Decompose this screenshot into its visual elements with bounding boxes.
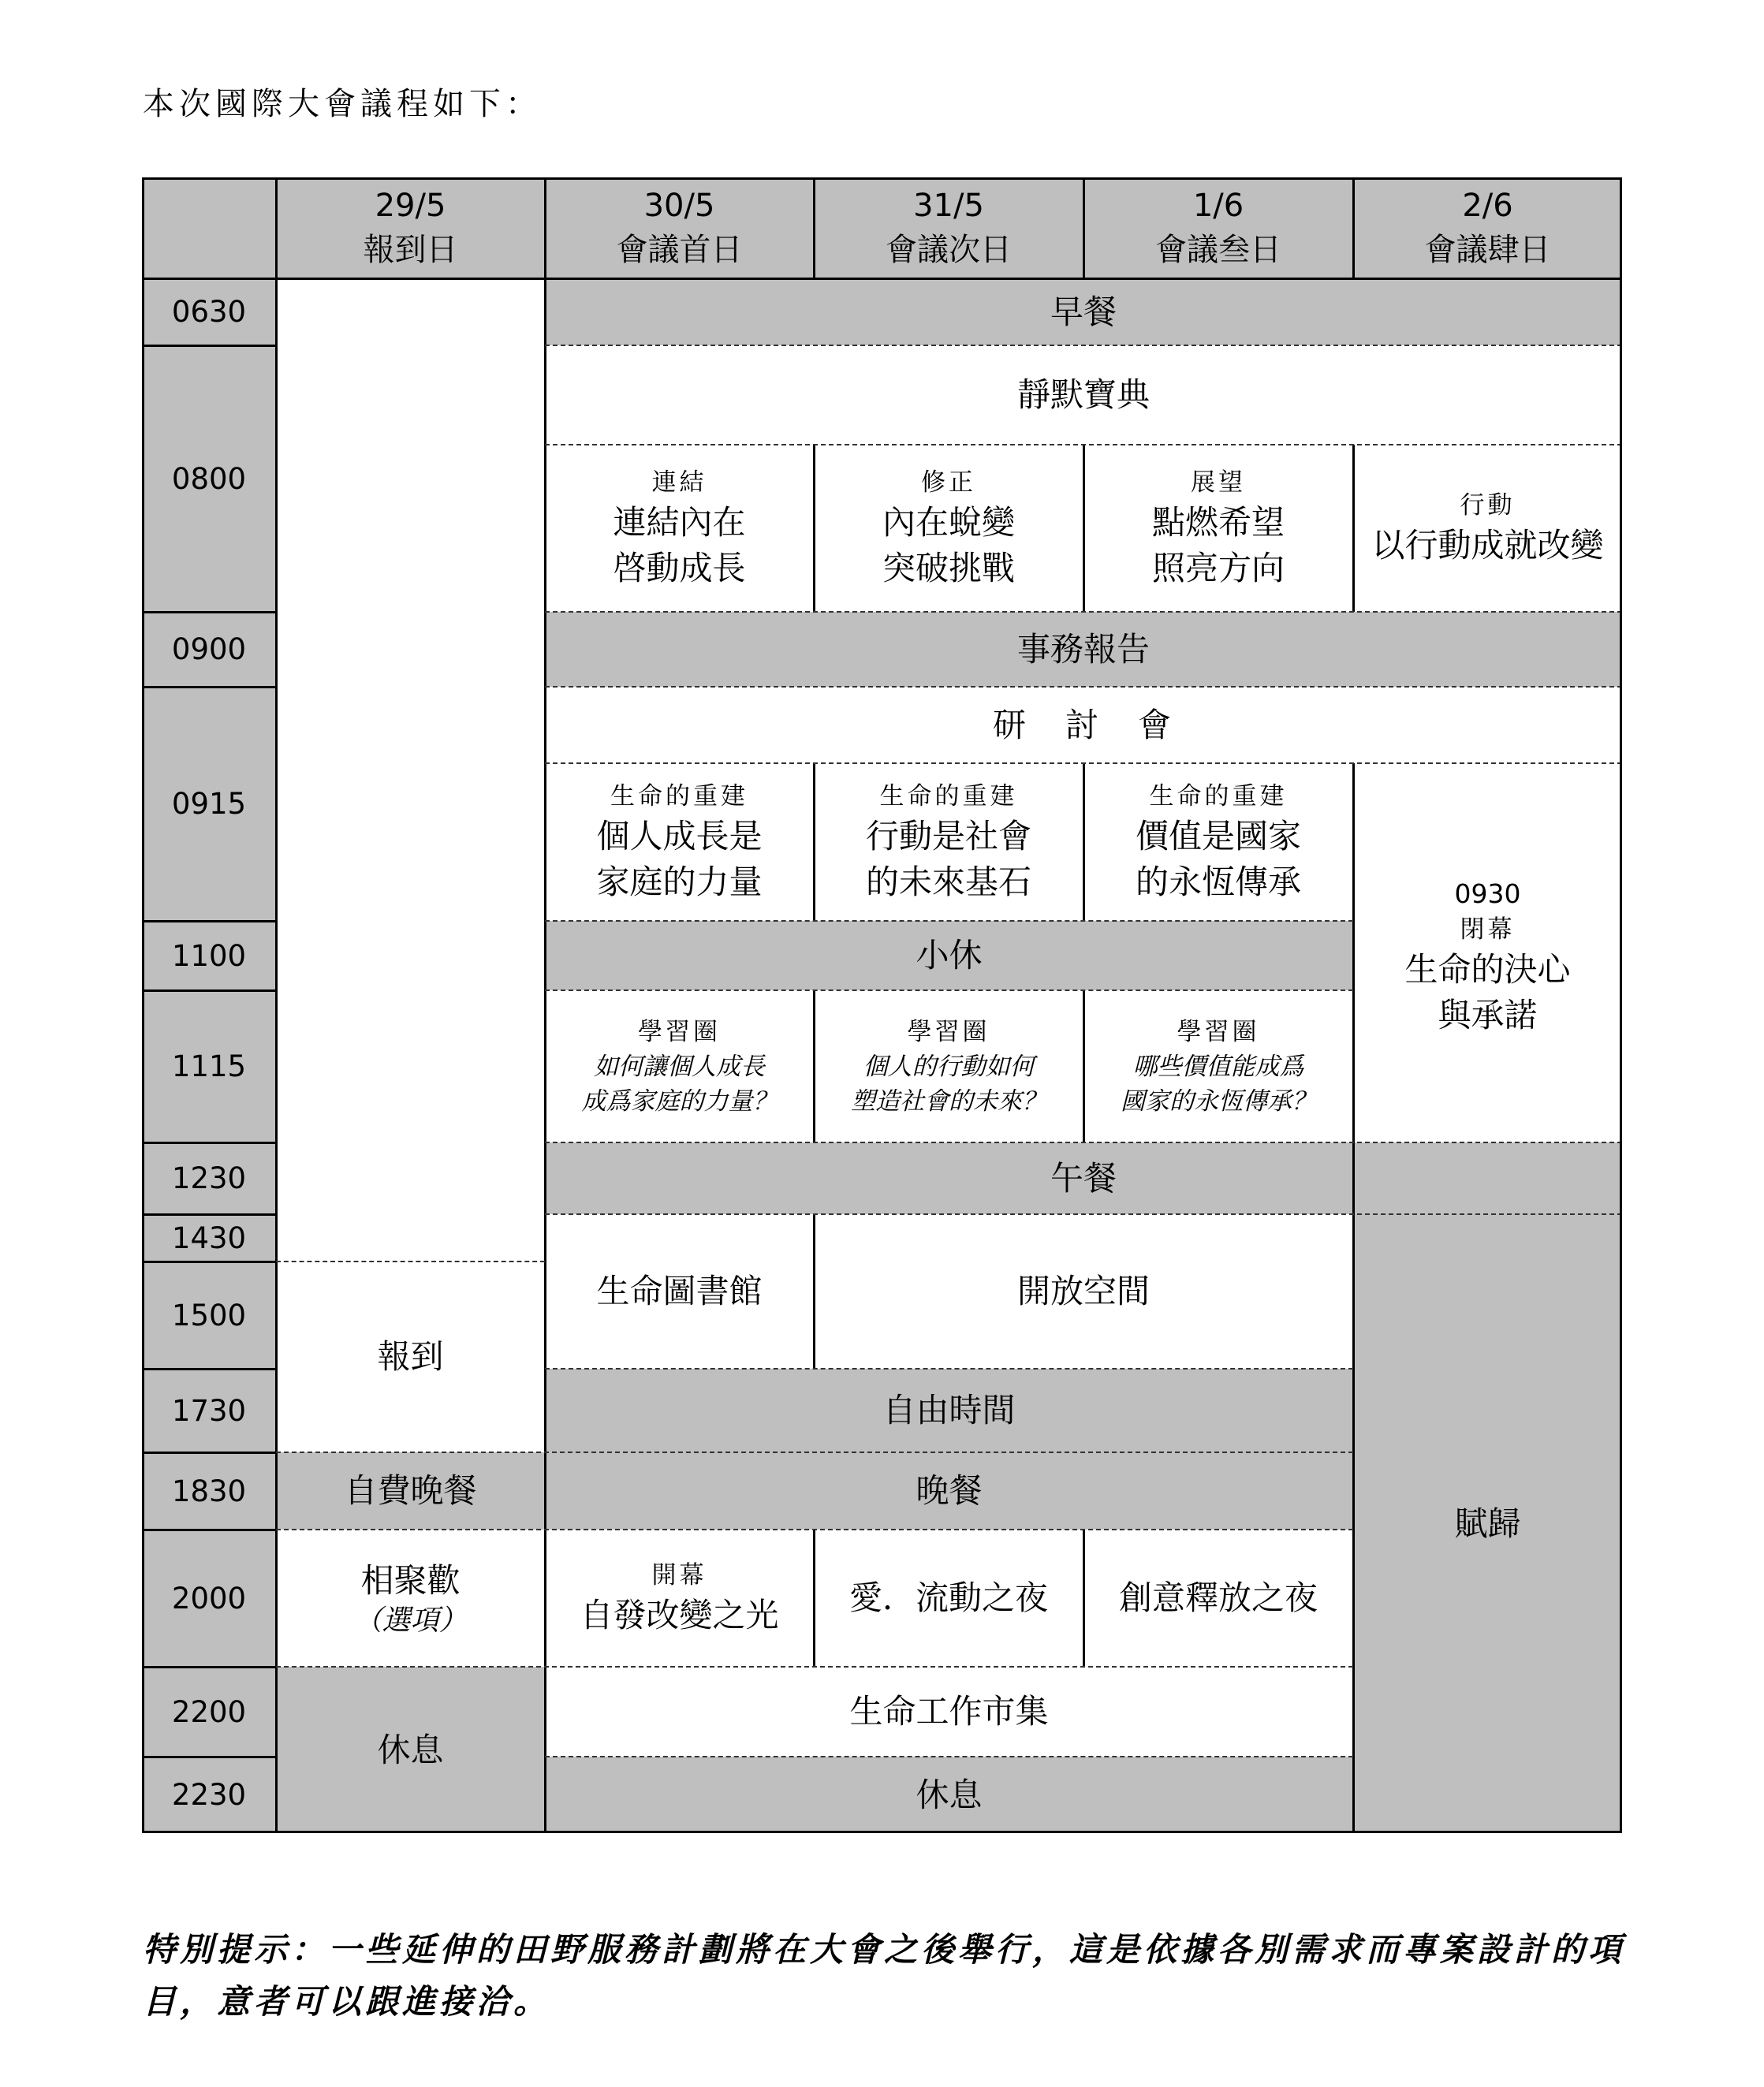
special-note: 特別提示：一些延伸的田野服務計劃將在大會之後舉行，這是依據各別需求而專案設計的項目，意者可以跟進接洽。 — [143, 1930, 1626, 2021]
time-label: 0630 — [142, 278, 276, 345]
seminar-line: 價值是國家 — [1135, 817, 1301, 855]
circle-1 — [545, 990, 814, 1142]
schedule-table — [142, 177, 1622, 1833]
grid-line — [545, 1368, 1353, 1370]
self-dinner-cell: 自費晚餐 — [276, 1452, 545, 1530]
open-space-cell: 開放空間 — [1016, 1272, 1150, 1310]
gathering-optional: （選項） — [353, 1604, 468, 1637]
theme-line: 點燃希望 — [1151, 503, 1285, 542]
day-name: 會議肆日 — [1424, 232, 1551, 268]
grid-line — [142, 686, 276, 688]
return-cell: 賦歸 — [1353, 1214, 1622, 1833]
day-date: 29/5 — [375, 188, 446, 224]
gathering-title: 相聚歡 — [360, 1561, 461, 1600]
grid-line — [545, 1756, 1353, 1757]
theme-line: 突破挑戰 — [882, 549, 1015, 587]
day-name: 報到日 — [363, 232, 458, 268]
circle-line: 塑造社會的未來？ — [851, 1086, 1046, 1116]
grid-line — [545, 1213, 1622, 1215]
day-date: 2/6 — [1462, 188, 1513, 224]
grid-line — [142, 278, 1622, 280]
grid-line — [142, 920, 276, 922]
grid-line — [276, 1666, 1353, 1668]
seminar-1 — [545, 763, 814, 921]
header-day-1 — [545, 177, 814, 278]
day-name: 會議叁日 — [1155, 232, 1281, 268]
time-label: 1115 — [142, 990, 276, 1142]
grid-line — [1083, 177, 1085, 278]
theme-line: 以行動成就改變 — [1371, 526, 1604, 565]
grid-line — [1083, 990, 1085, 1142]
day-date: 1/6 — [1192, 188, 1244, 224]
dinner-row: 晚餐 — [545, 1452, 1353, 1530]
grid-line — [813, 763, 815, 921]
grid-line — [142, 611, 276, 613]
seminar-line: 的未來基石 — [865, 863, 1031, 901]
seminar-line: 個人成長是 — [596, 817, 763, 855]
seminar-2 — [814, 763, 1083, 921]
time-label: 2200 — [142, 1667, 276, 1757]
closing-line: 生命的決心 — [1404, 949, 1571, 989]
time-label: 0800 — [142, 345, 276, 612]
theme-tag: 行動 — [1460, 491, 1516, 520]
time-label: 0900 — [142, 612, 276, 687]
free-time-row: 自由時間 — [545, 1369, 1353, 1452]
grid-line — [142, 1452, 276, 1454]
theme-tag: 修正 — [921, 468, 976, 497]
night-3: 創意釋放之夜 — [1118, 1578, 1318, 1617]
closing-time: 0930 — [1454, 878, 1521, 909]
circle-line: 如何讓個人成長 — [594, 1052, 765, 1081]
grid-line — [142, 1368, 276, 1370]
grid-line — [276, 1261, 545, 1262]
theme-day2 — [814, 445, 1083, 612]
grid-line — [545, 920, 1353, 922]
circle-line: 國家的永恆傳承？ — [1121, 1086, 1316, 1116]
grid-line — [813, 1530, 815, 1667]
time-label: 2000 — [142, 1530, 276, 1667]
grid-line — [545, 989, 1353, 991]
grid-line — [545, 611, 1622, 613]
grid-line — [142, 989, 276, 992]
grid-line — [142, 1142, 276, 1144]
grid-line — [813, 990, 815, 1142]
closing-line: 與承諾 — [1438, 995, 1538, 1034]
time-label: 0915 — [142, 687, 276, 921]
circle-tag: 學習圈 — [1177, 1017, 1260, 1046]
seminar-line: 家庭的力量 — [596, 863, 763, 901]
circle-3 — [1083, 990, 1353, 1142]
grid-line — [813, 177, 815, 278]
opening-line: 自發改變之光 — [580, 1596, 779, 1634]
theme-day3 — [1083, 445, 1353, 612]
grid-line — [275, 177, 278, 1833]
affairs-row: 事務報告 — [545, 612, 1622, 687]
theme-day4 — [1353, 445, 1622, 612]
day-name: 會議首日 — [616, 232, 743, 268]
day-date: 31/5 — [913, 188, 984, 224]
grid-line — [544, 177, 546, 1833]
header-day-2 — [814, 177, 1083, 278]
grid-line — [545, 444, 1622, 445]
grid-line — [1083, 445, 1085, 612]
seminar-3 — [1083, 763, 1353, 921]
rest-row: 休息 — [545, 1757, 1353, 1833]
theme-line: 連結內在 — [613, 503, 746, 542]
grid-line — [142, 345, 276, 347]
header-day-3 — [1083, 177, 1353, 278]
header-day-4 — [1353, 177, 1622, 278]
grid-line — [142, 1529, 276, 1531]
grid-line — [1352, 177, 1355, 278]
grid-line — [545, 1142, 1622, 1143]
seminar-tag: 生命的重建 — [879, 782, 1018, 811]
closing-cell — [1353, 763, 1622, 1142]
grid-line — [142, 1756, 276, 1758]
seminar-line: 行動是社會 — [865, 817, 1031, 855]
circle-2 — [814, 990, 1083, 1142]
grid-line — [813, 1214, 815, 1369]
time-label: 1730 — [142, 1369, 276, 1452]
registration-cell: 報到 — [377, 1337, 444, 1376]
night-2: 愛．流動之夜 — [848, 1578, 1048, 1617]
theme-tag: 連結 — [651, 468, 707, 497]
market-row: 生命工作市集 — [849, 1692, 1049, 1731]
grid-line — [142, 1666, 276, 1668]
time-label: 1100 — [142, 921, 276, 990]
theme-line: 啓動成長 — [613, 549, 746, 587]
time-label: 1500 — [142, 1262, 276, 1369]
opening-tag: 開幕 — [651, 1561, 707, 1589]
grid-line — [545, 762, 1622, 764]
grid-line — [276, 1452, 1353, 1453]
gathering-cell — [276, 1530, 545, 1667]
grid-line — [545, 686, 1622, 688]
theme-line: 內在蛻變 — [882, 503, 1015, 542]
intro-text: 本次國際大會議程如下： — [143, 86, 542, 122]
time-label: 1830 — [142, 1452, 276, 1530]
opening-night — [545, 1530, 814, 1667]
circle-tag: 學習圈 — [638, 1017, 721, 1046]
grid-line — [1352, 763, 1355, 1833]
day-date: 30/5 — [643, 188, 715, 224]
time-label: 1230 — [142, 1142, 276, 1214]
circle-line: 個人的行動如何 — [863, 1052, 1035, 1081]
grid-line — [1083, 763, 1085, 921]
library-cell: 生命圖書館 — [596, 1272, 763, 1310]
seminar-row: 研 討 會 — [992, 705, 1174, 744]
lunch-row: 午餐 — [545, 1142, 1622, 1214]
break-row: 小休 — [545, 921, 1353, 990]
grid-line — [1083, 1530, 1085, 1667]
header-day-0 — [276, 177, 545, 278]
circle-tag: 學習圈 — [907, 1017, 990, 1046]
theme-tag: 展望 — [1191, 468, 1246, 497]
header-corner — [142, 177, 276, 278]
rest-day0-cell: 休息 — [276, 1667, 545, 1833]
circle-line: 成爲家庭的力量？ — [581, 1086, 778, 1116]
time-label: 2230 — [142, 1757, 276, 1833]
seminar-line: 的永恆傳承 — [1135, 863, 1301, 901]
theme-line: 照亮方向 — [1151, 549, 1285, 587]
circle-line: 哪些價值能成爲 — [1132, 1052, 1304, 1081]
day-name: 會議次日 — [886, 232, 1012, 268]
grid-line — [545, 345, 1622, 346]
closing-tag: 閉幕 — [1460, 915, 1516, 944]
grid-line — [276, 1529, 1353, 1530]
seminar-tag: 生命的重建 — [610, 782, 748, 811]
grid-line — [142, 1213, 276, 1216]
meditation-row: 靜默寶典 — [1016, 375, 1150, 414]
grid-line — [813, 445, 815, 612]
seminar-tag: 生命的重建 — [1149, 782, 1288, 811]
grid-line — [1352, 445, 1355, 612]
breakfast-row: 早餐 — [545, 278, 1622, 345]
grid-line — [142, 1261, 276, 1263]
theme-day1 — [545, 445, 814, 612]
time-label: 1430 — [142, 1214, 276, 1262]
